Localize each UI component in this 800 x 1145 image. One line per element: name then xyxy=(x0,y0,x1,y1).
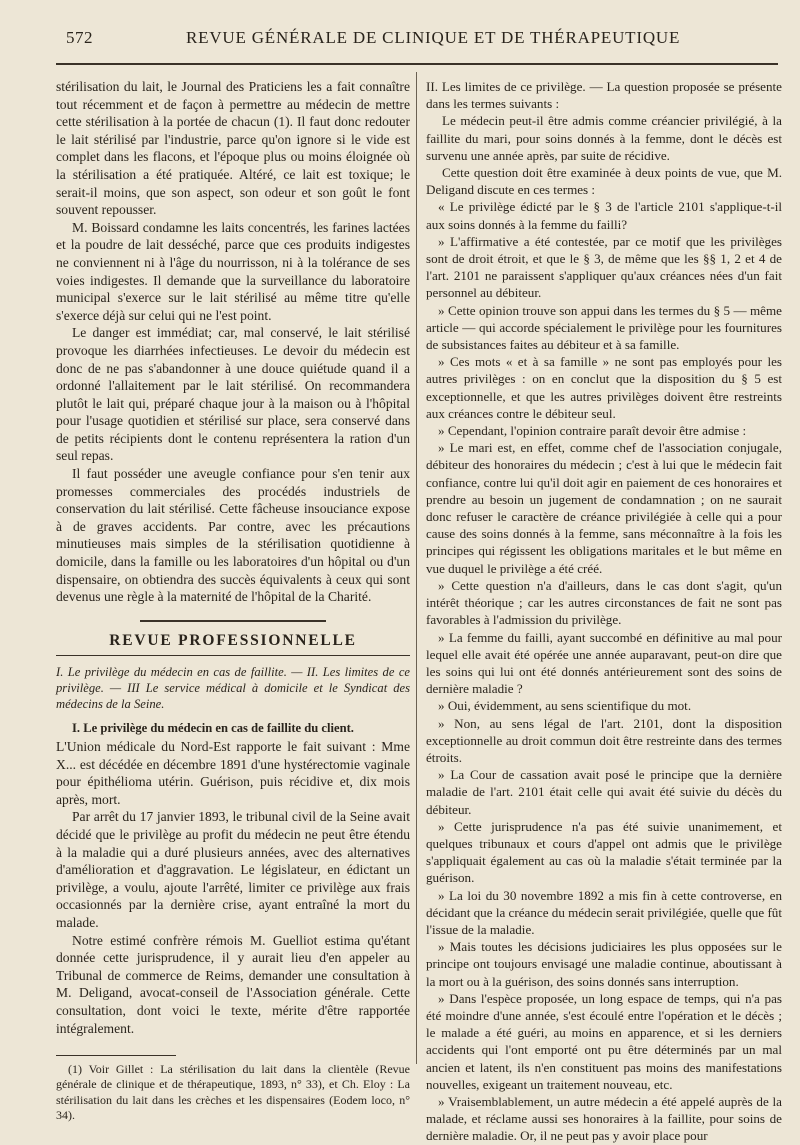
quote-paragraph: » La loi du 30 novembre 1892 a mis fin à cette controverse, en décidant que la créance du médecin serait privilégiée, quelle que fût l'issue de la maladie. xyxy=(426,887,782,937)
quote-paragraph: » Cette opinion trouve son appui dans les termes du § 5 — même article — qui accorde spécialement le privilège pour les fournitures de subsistances faites au débiteur et à sa famille. xyxy=(426,302,782,353)
paragraph: Le danger est immédiat; car, mal conservé, le lait stérilisé provoque les diarrhées infectieuses. Le devoir du médecin est donc de ne pas s'abandonner à une douce quiétude quand il a ordonné l'allaitement par le lait stérilisé. On recommandera plutôt le lait qui, préparé chaque jour à la maison ou à l'hôpital pour l'usage quotidien et stérilisé sur place, sera conservé dans de petits récipients dont le contenu représentera la ration d'un seul repas. xyxy=(56,325,410,464)
paragraph: stérilisation du lait, le Journal des Praticiens les a fait connaître tout récemment et de façon à permettre au médecin de mettre cette stérilisation à la portée de chacun (1). Il faut donc redouter le lait stérilisé par l'industrie, parce qu'on ignore si le vide est complet dans les flacons, et l'époque plus ou moins éloignée où la stérilisation a été pratiquée. Altéré, ce lait est toxique; le serait-il moins, que son aspect, son odeur et son goût le font souvent repousser. xyxy=(56,79,410,218)
quote-paragraph: » Oui, évidemment, au sens scientifique du mot. xyxy=(438,698,692,714)
quote-paragraph: » Non, au sens légal de l'art. 2101, dont la disposition exceptionnelle au droit commun doit être restreinte dans des termes étroits. xyxy=(426,715,782,765)
left-column xyxy=(56,78,410,1123)
section-heading xyxy=(56,620,410,657)
paragraph: II. Les limites de ce privilège. — La question proposée se présente dans les termes suivants : xyxy=(426,79,782,112)
page-header xyxy=(0,0,800,60)
page-number: 572 xyxy=(66,28,93,47)
quote-paragraph: » Cette jurisprudence n'a pas été suivie unanimement, et quelques tribunaux et cours d'appel ont admis que le privilège s'appliquait également au cas où la maladie s'était terminée par la guérison. xyxy=(426,818,782,886)
paragraph: Notre estimé confrère rémois M. Guelliot estima qu'étant donnée cette jurisprudence, il y aurait lieu d'en appeler au Tribunal de commerce de Reims, demander une consultation à M. Deligand, avocat-conseil de l'Association générale. Cette consultation, dont voici le texte, mérite d'être rapportée intégralement. xyxy=(56,932,410,1036)
quote-paragraph: » Le mari est, en effet, comme chef de l'association conjugale, débiteur des honoraires du médecin ; c'est à lui que le médecin fait confiance, contre lui qu'il doit agir en paiement de ces honoraires et prendre au besoin un jugement de condamnation ; on ne saurait donc refuser le caractère de créance privilégiée à celle qui a pour cause des soins donnés à la femme, sans méconnaître à la fois les principes qui régissent les obligations maritales et le but même en vue duquel le privilège a été créé. xyxy=(426,440,782,576)
quote-paragraph: » La Cour de cassation avait posé le principe que la dernière maladie de l'art. 2101 était celle qui avait été suivie du décès du débiteur. xyxy=(426,767,782,817)
quote-paragraph: » Dans l'espèce proposée, un long espace de temps, qui n'a pas été moindre d'une année, s'est écoulé entre l'opération et le décès ; le malade a été guéri, au moins en apparence, et si les derniers accidents qui l'ont emporté ont pu être déterminés par un mal ancien et latent, ils n'en constituent pas moins des manifestations nouvelles, exigeant un traitement nouveau, etc. xyxy=(426,990,782,1092)
quote-paragraph: » Cependant, l'opinion contraire paraît devoir être admise : xyxy=(438,423,747,439)
quote-paragraph: « Le privilège édicté par le § 3 de l'article 2101 s'applique-t-il aux soins donnés à la femme du failli? xyxy=(426,199,782,232)
quote-paragraph: » Vraisemblablement, un autre médecin a été appelé auprès de la malade, et réclame aussi ses honoraires à la faillite, pour soins de dernière maladie. Or, il ne peut pas y avoir place pour xyxy=(426,1093,782,1144)
right-column xyxy=(426,78,782,1145)
paragraph: M. Boissard condamne les laits concentrés, les farines lactées et la poudre de lait desséché, parce que ces produits indigestes ne conviennent ni à l'âge du nourrisson, ni à la tolérance de ses voies indigestes. Il demande que la surveillance du laboratoire municipal s'exerce sur le lait stérilisé au même titre qu'elle s'exerce déjà sur celui qui ne l'est point. xyxy=(56,219,410,323)
section-summary: I. Le privilège du médecin en cas de faillite. — II. Les limites de ce privilège. — III Le service médical à domicile et le Syndicat des médecins de la Seine. xyxy=(56,665,410,712)
quote-paragraph: » Cette question n'a d'ailleurs, dans le cas dont s'agit, qu'un intérêt théorique ; car les autres circonstances de fait ne sont pas favorables à l'admission du privilège. xyxy=(426,577,782,628)
paragraph: Il faut posséder une aveugle confiance pour s'en tenir aux promesses commerciales des procédés industriels de conservation du lait stérilisé. Cette fâcheuse insouciance expose à de graves accidents. Par contre, avec les précautions minutieuses mais simples de la stérilisation quotidienne à domicile, dans la famille ou les laboratoires d'un hôpital ou d'un dispensaire, on obtiendra des succès équivalents à ceux qui sont devenus une règle à la maternité de l'hôpital de la Charité. xyxy=(56,466,410,605)
footnote-rule xyxy=(56,1055,176,1056)
paragraph: Le médecin peut-il être admis comme créancier privilégié, à la faillite du mari, pour soins donnés à la femme, dont le décès est survenu une année après, par suite de récidive. xyxy=(426,113,782,163)
quote-paragraph: » La femme du failli, ayant succombé en définitive au mal pour lequel elle avait été opérée une année auparavant, peut-on dire que les soins qui lui ont été donnés antérieurement sont des soins de dernière maladie ? xyxy=(426,629,782,697)
paragraph: L'Union médicale du Nord-Est rapporte le fait suivant : Mme X... est décédée en décembre 1891 d'une hystérectomie vaginale pour épithélioma utérin. Guérison, puis récidive et, dix mois après, mort. xyxy=(56,739,410,807)
footnote: (1) Voir Gillet : La stérilisation du lait dans la clientèle (Revue générale de clinique et de thérapeutique, 1893, n° 33), et Ch. Eloy : La stérilisation du lait dans les crèches et les dispensaires (Eodem loco, n° 34). xyxy=(56,1062,410,1122)
quote-paragraph: » Ces mots « et à sa famille » ne sont pas employés pour les autres privilèges : on en conclut que la disposition du § 5 est exceptionnelle, et que les autres privilèges doivent être restreints aux créances contre le débiteur seul. xyxy=(426,354,782,421)
paragraph: Cette question doit être examinée à deux points de vue, que M. Deligand discute en ces termes : xyxy=(426,165,782,198)
subsection-title: I. Le privilège du médecin en cas de faillite du client. xyxy=(72,721,354,736)
section-rule xyxy=(140,620,326,622)
quote-paragraph: » Mais toutes les décisions judiciaires les plus opposées sur le principe ont toujours envisagé une maladie continue, aboutissant à la mort ou à la guérison, des soins donnés sans interruption. xyxy=(426,939,782,989)
running-title: REVUE GÉNÉRALE DE CLINIQUE ET DE THÉRAPEUTIQUE xyxy=(186,28,681,47)
quote-paragraph: » L'affirmative a été contestée, par ce motif que les privilèges sont de droit étroit, et que le § 3, de même que les §§ 1, 2 et 4 de l'art. 2101 ne paraissent s'appliquer qu'aux créances nées d'un fait personnel au débiteur. xyxy=(426,233,782,301)
column-divider xyxy=(416,72,417,1064)
section-title-underline xyxy=(56,655,410,656)
section-title: REVUE PROFESSIONNELLE xyxy=(109,631,357,649)
header-rule xyxy=(56,63,778,65)
paragraph: Par arrêt du 17 janvier 1893, le tribunal civil de la Seine avait décidé que le privilège au profit du médecin ne peut être étendu à la maladie qui a duré plusieurs années, avec des alternatives d'amélioration et d'aggravation. Le législateur, en édictant un privilège, a voulu, ajoute l'arrêté, limiter ce privilège aux frais occasionnés par la dernière crise, ayant entraîné la mort du malade. xyxy=(56,809,410,930)
